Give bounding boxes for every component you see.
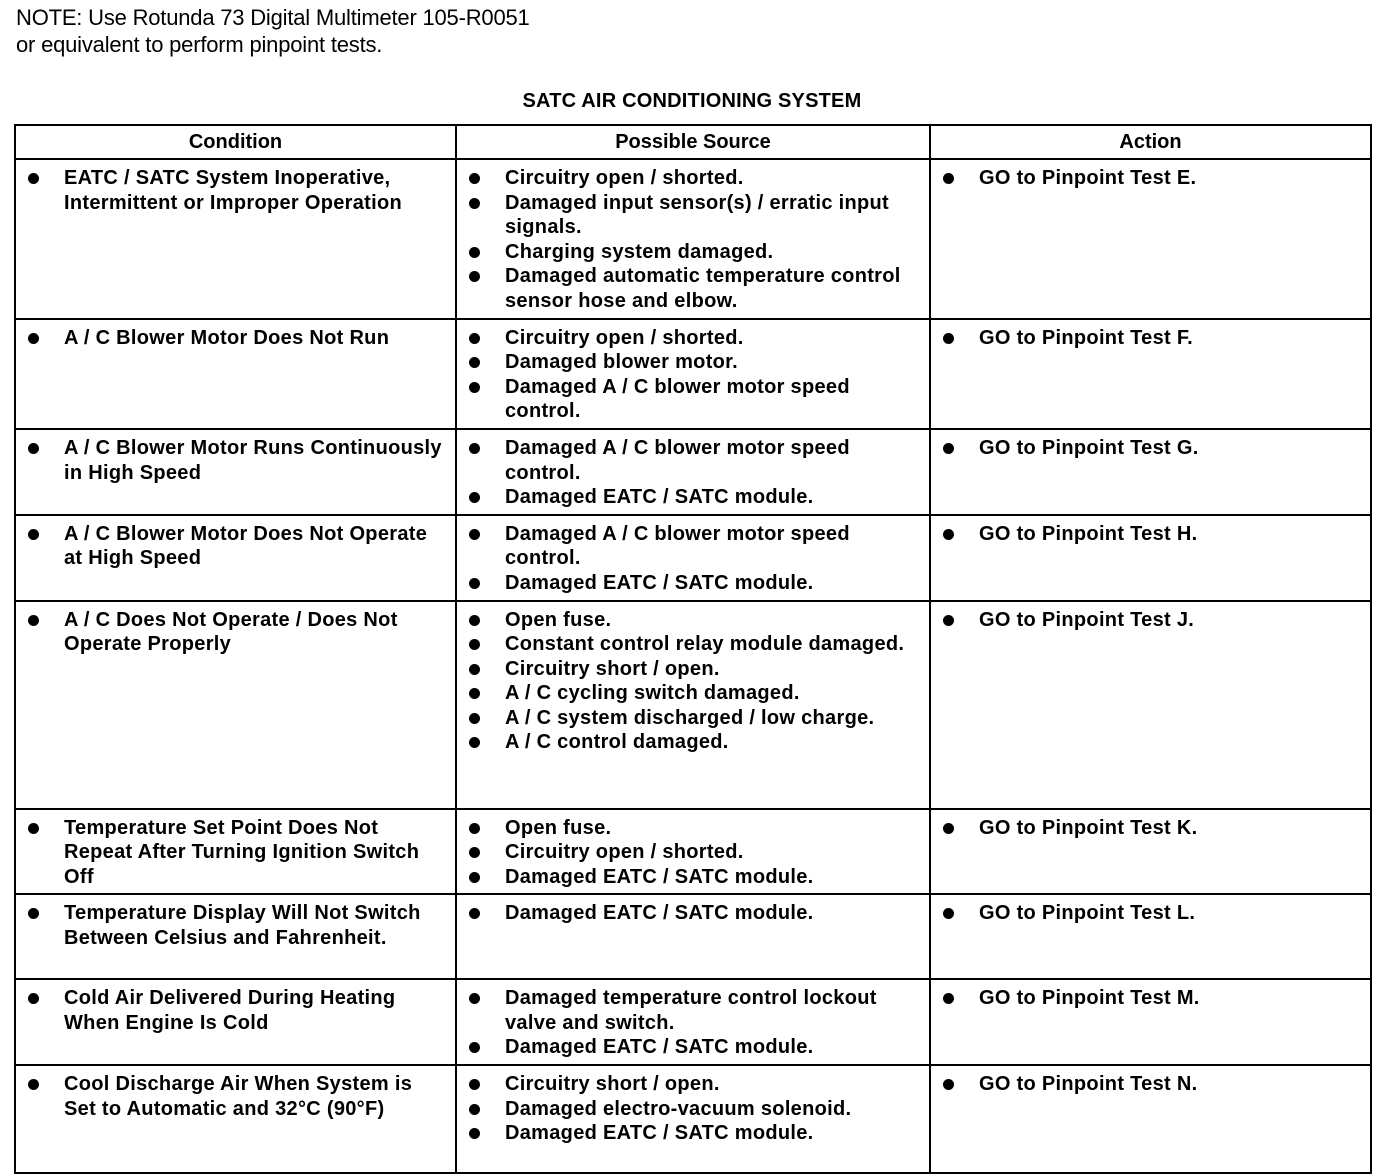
source-item: Circuitry short / open. — [467, 657, 921, 682]
source-cell — [456, 159, 930, 319]
source-item: Damaged EATC / SATC module. — [467, 901, 921, 926]
source-item: Damaged automatic temperature control sensor hose and elbow. — [467, 264, 921, 313]
condition-cell — [15, 979, 456, 1065]
diagnosis-table — [14, 124, 1372, 1174]
table-row — [15, 894, 1371, 979]
condition-cell — [15, 319, 456, 429]
condition-cell — [15, 1065, 456, 1173]
source-item: Damaged A / C blower motor speed control. — [467, 436, 921, 485]
source-cell — [456, 601, 930, 809]
condition-text: Temperature Display Will Not Switch Between Celsius and Fahrenheit. — [26, 901, 447, 950]
source-item: Damaged temperature control lockout valve and switch. — [467, 986, 921, 1035]
source-item: Damaged A / C blower motor speed control. — [467, 375, 921, 424]
source-item: Open fuse. — [467, 816, 921, 841]
source-item: Damaged blower motor. — [467, 350, 921, 375]
action-text: GO to Pinpoint Test F. — [941, 326, 1362, 351]
action-cell — [930, 515, 1371, 601]
action-cell — [930, 159, 1371, 319]
source-item: Open fuse. — [467, 608, 921, 633]
note-line-2: or equivalent to perform pinpoint tests. — [16, 32, 383, 57]
table-row — [15, 1065, 1371, 1173]
action-cell — [930, 601, 1371, 809]
action-text: GO to Pinpoint Test L. — [941, 901, 1362, 926]
condition-cell — [15, 809, 456, 895]
condition-text: A / C Blower Motor Does Not Operate at High Speed — [26, 522, 447, 571]
condition-text: A / C Does Not Operate / Does Not Operate Properly — [26, 608, 447, 657]
condition-cell — [15, 429, 456, 515]
source-item: Damaged A / C blower motor speed control. — [467, 522, 921, 571]
source-item: Damaged EATC / SATC module. — [467, 485, 921, 510]
action-text: GO to Pinpoint Test E. — [941, 166, 1362, 191]
action-cell — [930, 979, 1371, 1065]
table-title: SATC AIR CONDITIONING SYSTEM — [522, 90, 862, 112]
action-text: GO to Pinpoint Test K. — [941, 816, 1362, 841]
table-row — [15, 515, 1371, 601]
table-row — [15, 159, 1371, 319]
table-row — [15, 601, 1371, 809]
source-cell — [456, 809, 930, 895]
condition-cell — [15, 894, 456, 979]
source-item: Circuitry open / shorted. — [467, 840, 921, 865]
source-item: Damaged EATC / SATC module. — [467, 865, 921, 890]
source-item: A / C control damaged. — [467, 730, 921, 755]
action-text: GO to Pinpoint Test N. — [941, 1072, 1362, 1097]
table-row — [15, 809, 1371, 895]
header-row — [15, 125, 1371, 159]
condition-text: A / C Blower Motor Runs Continuously in High Speed — [26, 436, 447, 485]
source-cell — [456, 894, 930, 979]
source-cell — [456, 429, 930, 515]
action-cell — [930, 319, 1371, 429]
source-cell — [456, 1065, 930, 1173]
table-row — [15, 979, 1371, 1065]
source-item: Damaged input sensor(s) / erratic input signals. — [467, 191, 921, 240]
source-item: Constant control relay module damaged. — [467, 632, 921, 657]
header-condition: Condition — [15, 125, 456, 159]
source-item: Circuitry open / shorted. — [467, 326, 921, 351]
action-text: GO to Pinpoint Test H. — [941, 522, 1362, 547]
condition-text: EATC / SATC System Inoperative, Intermittent or Improper Operation — [26, 166, 447, 215]
source-item: Damaged electro-vacuum solenoid. — [467, 1097, 921, 1122]
source-item: Charging system damaged. — [467, 240, 921, 265]
header-action: Action — [930, 125, 1371, 159]
condition-cell — [15, 515, 456, 601]
condition-text: Cold Air Delivered During Heating When Engine Is Cold — [26, 986, 447, 1035]
source-item: A / C cycling switch damaged. — [467, 681, 921, 706]
source-item: A / C system discharged / low charge. — [467, 706, 921, 731]
source-item: Damaged EATC / SATC module. — [467, 571, 921, 596]
note — [16, 4, 530, 58]
action-cell — [930, 894, 1371, 979]
header-possible-source: Possible Source — [456, 125, 930, 159]
source-cell — [456, 319, 930, 429]
action-text: GO to Pinpoint Test M. — [941, 986, 1362, 1011]
condition-cell — [15, 159, 456, 319]
note-line-1: NOTE: Use Rotunda 73 Digital Multimeter 105-R0051 — [16, 5, 530, 30]
table-row — [15, 429, 1371, 515]
action-cell — [930, 1065, 1371, 1173]
action-cell — [930, 429, 1371, 515]
condition-text: A / C Blower Motor Does Not Run — [26, 326, 447, 351]
source-cell — [456, 515, 930, 601]
condition-text: Temperature Set Point Does Not Repeat After Turning Ignition Switch Off — [26, 816, 447, 890]
source-item: Circuitry short / open. — [467, 1072, 921, 1097]
source-item: Circuitry open / shorted. — [467, 166, 921, 191]
source-cell — [456, 979, 930, 1065]
action-text: GO to Pinpoint Test G. — [941, 436, 1362, 461]
source-item: Damaged EATC / SATC module. — [467, 1121, 921, 1146]
condition-cell — [15, 601, 456, 809]
condition-text: Cool Discharge Air When System is Set to Automatic and 32°C (90°F) — [26, 1072, 447, 1121]
action-text: GO to Pinpoint Test J. — [941, 608, 1362, 633]
table-row — [15, 319, 1371, 429]
action-cell — [930, 809, 1371, 895]
source-item: Damaged EATC / SATC module. — [467, 1035, 921, 1060]
